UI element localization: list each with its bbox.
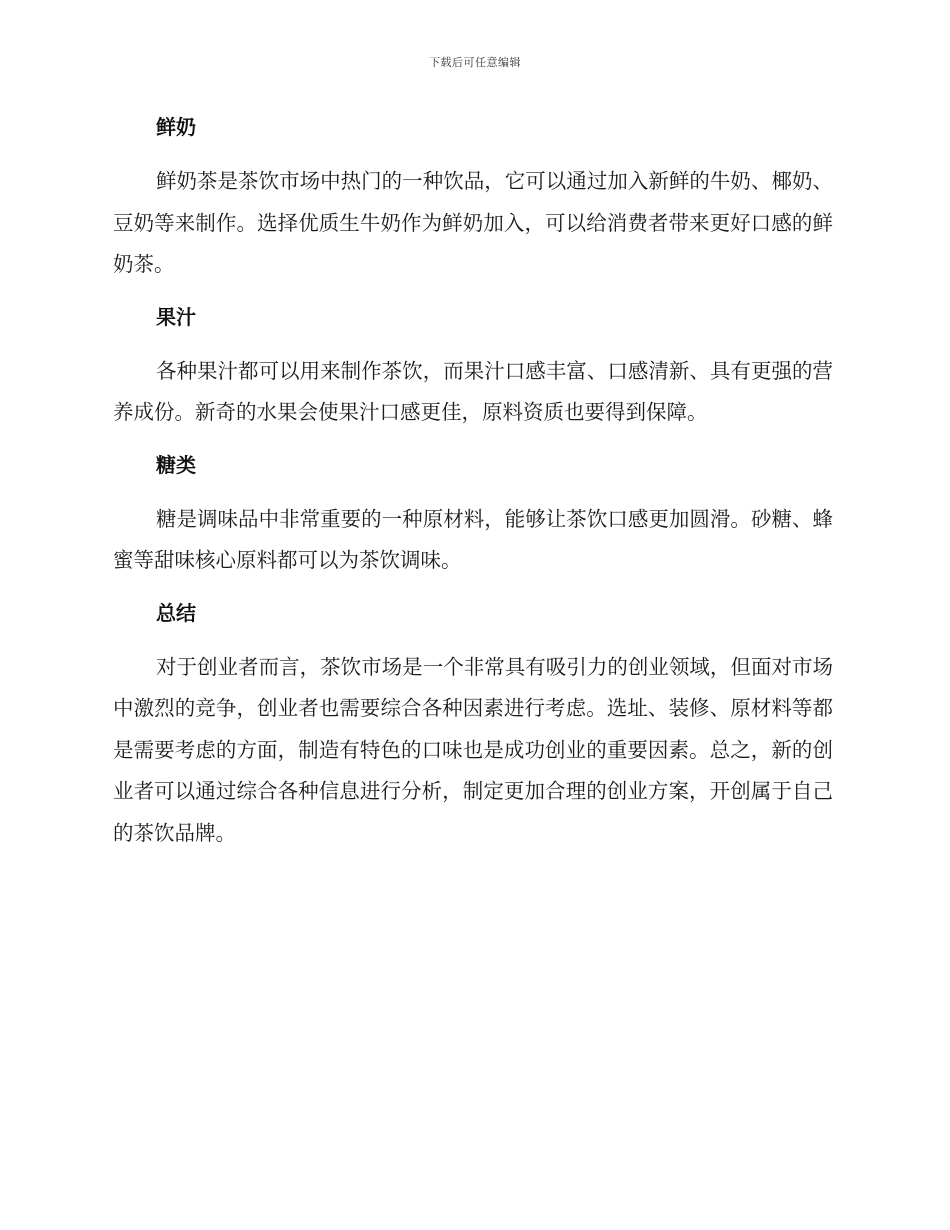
- section-heading-sugar: 糖类: [156, 452, 196, 477]
- section-heading-juice: 果汁: [156, 304, 196, 329]
- section-heading-fresh-milk: 鲜奶: [156, 115, 196, 139]
- section-paragraph-fresh-milk: 鲜奶茶是茶饮市场中热门的一种饮品，它可以通过加入新鲜的牛奶、椰奶、豆奶等来制作。选择优质生牛奶作为鲜奶加入，可以给消费者带来更好口感的鲜奶茶。: [113, 169, 833, 276]
- section-paragraph-summary: 对于创业者而言，茶饮市场是一个非常具有吸引力的创业领域，但面对市场中激烈的竞争，创业者也需要综合各种因素进行考虑。选址、装修、原材料等都是需要考虑的方面，制造有特色的口味也是成功创业的重要因素。总之，新的创业者可以通过综合各种信息进行分析，制定更加合理的创业方案，开创属于自己的茶饮品牌。: [113, 654, 833, 845]
- section-paragraph-sugar: 糖是调味品中非常重要的一种原材料，能够让茶饮口感更加圆滑。砂糖、蜂蜜等甜味核心原料都可以为茶饮调味。: [113, 506, 833, 572]
- section-paragraph-juice: 各种果汁都可以用来制作茶饮，而果汁口感丰富、口感清新、具有更强的营养成份。新奇的水果会使果汁口感更佳，原料资质也要得到保障。: [113, 358, 833, 424]
- section-heading-summary: 总结: [156, 600, 196, 625]
- document-body: [113, 108, 833, 854]
- header-note: 下载后可任意编辑: [429, 56, 521, 69]
